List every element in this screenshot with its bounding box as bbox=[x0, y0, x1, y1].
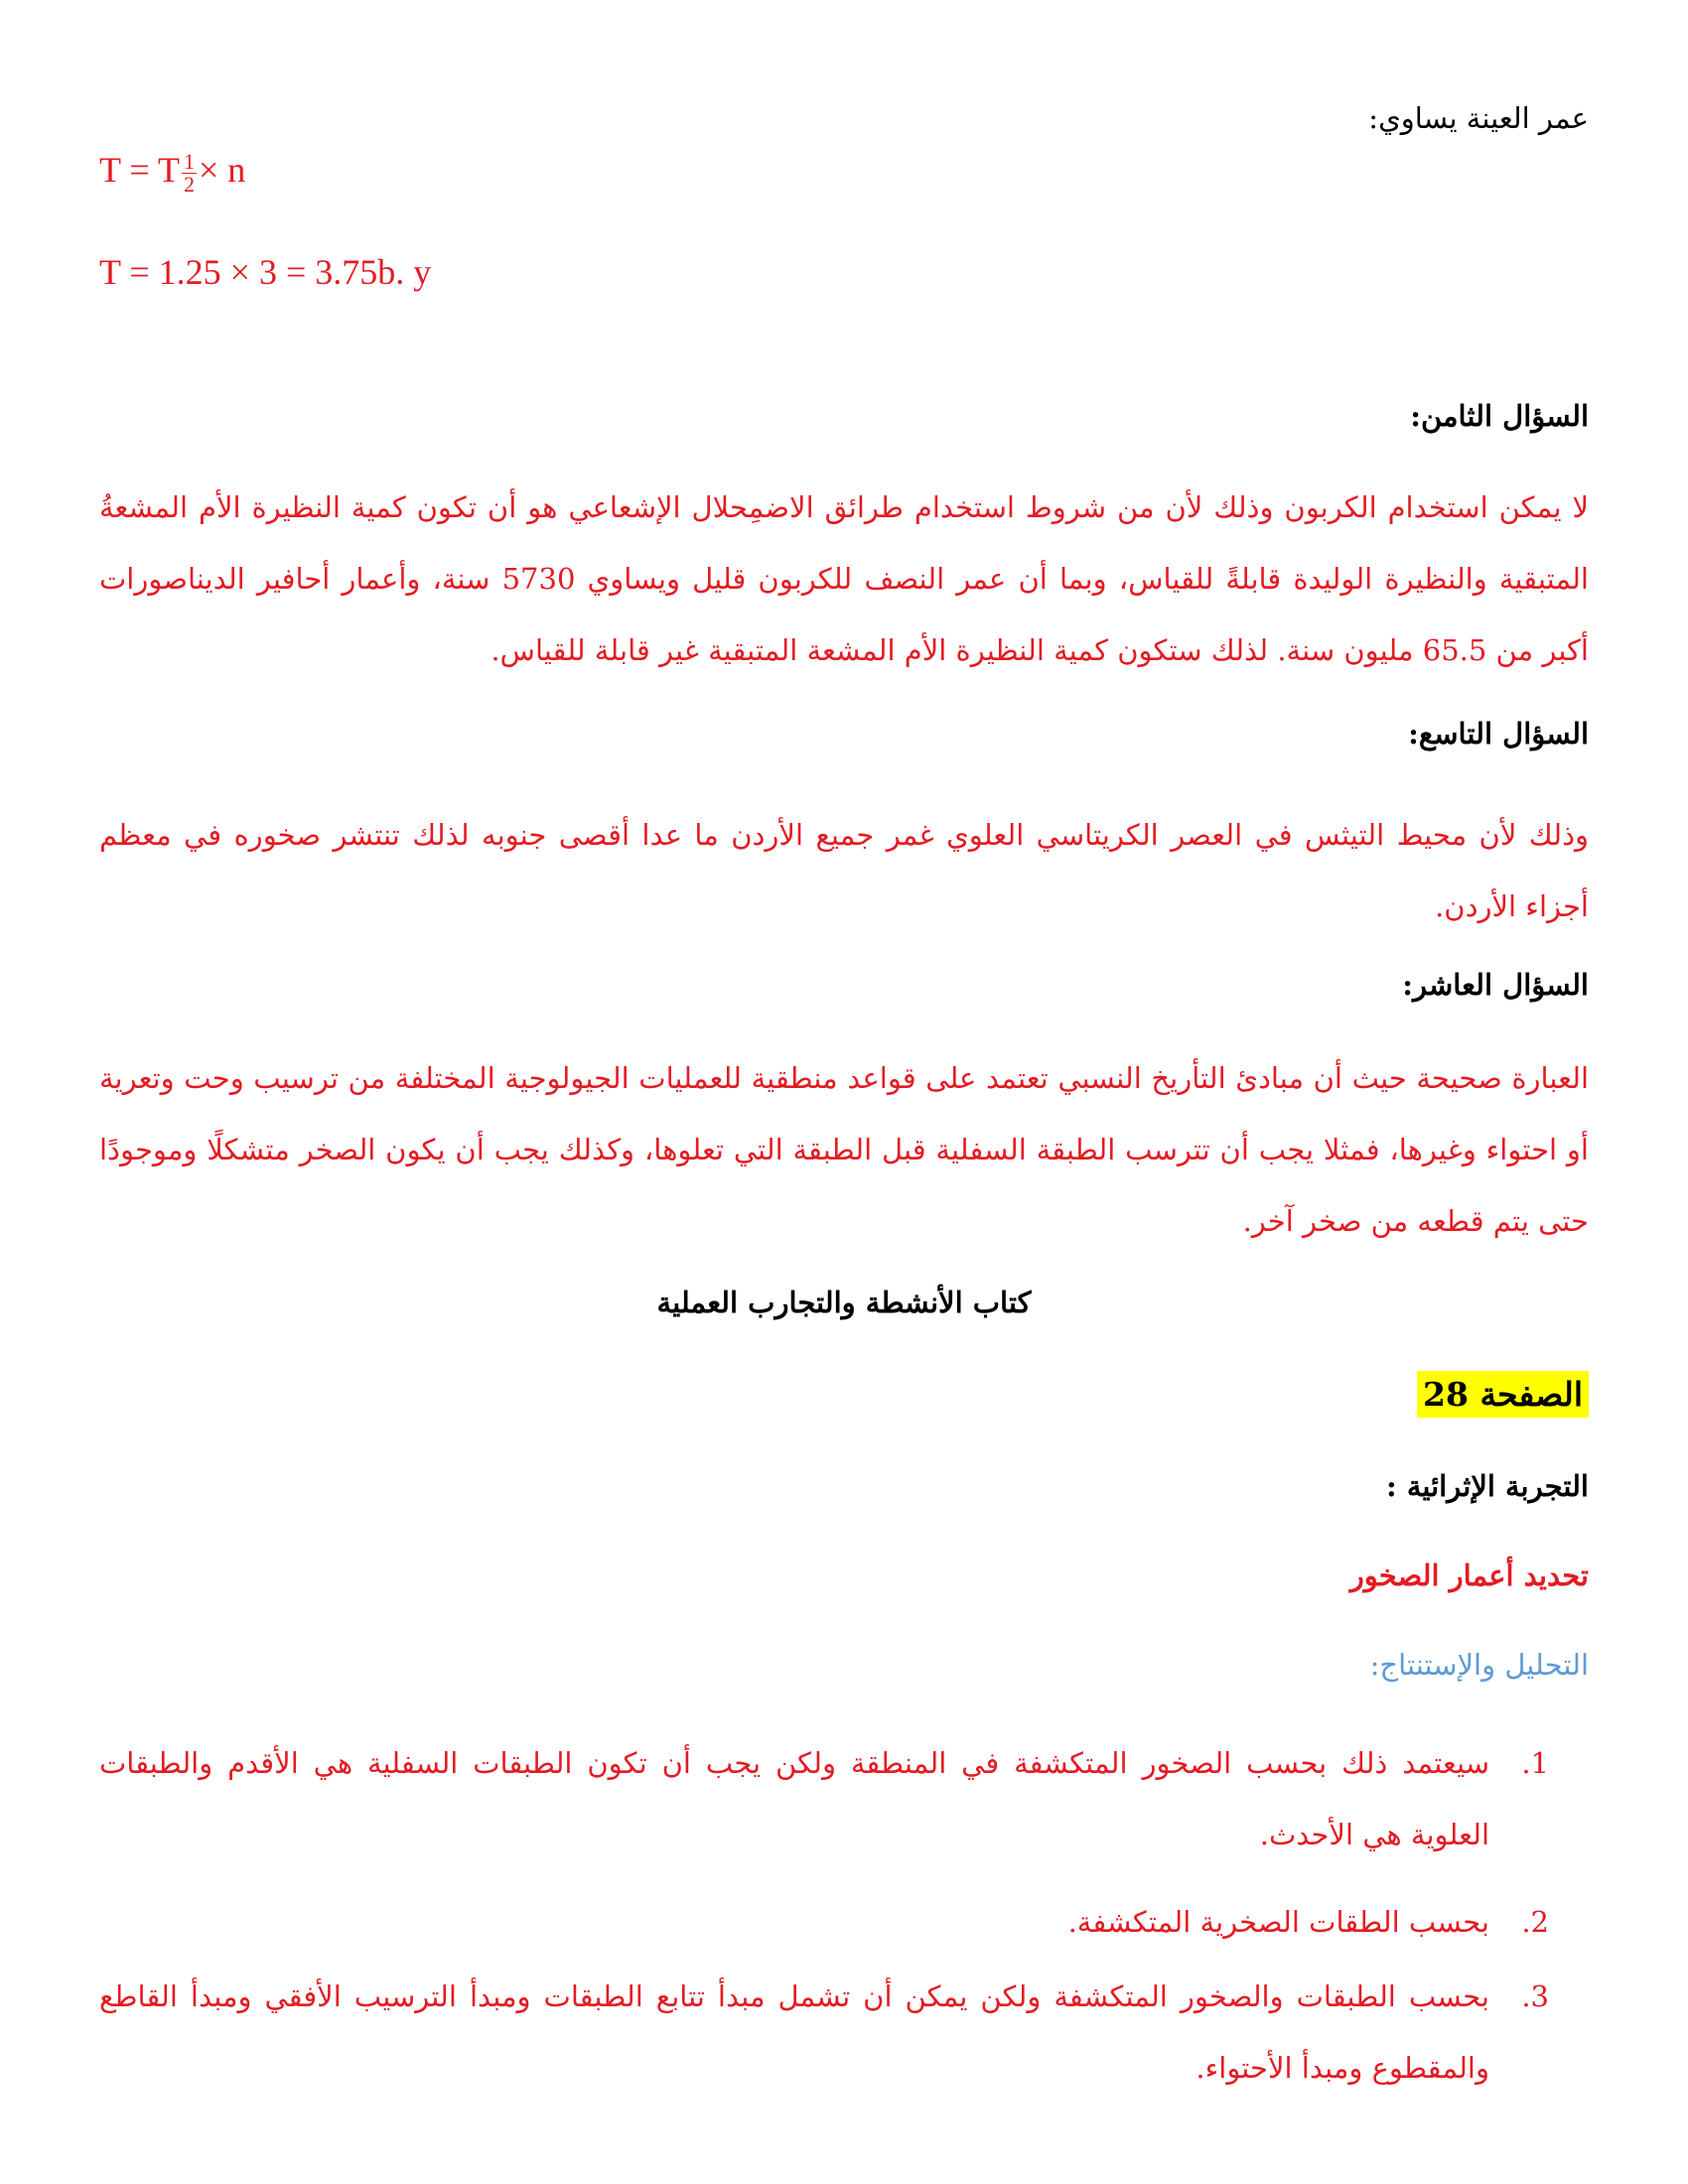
analysis-heading: التحليل والإستنتاج: bbox=[1369, 1648, 1589, 1682]
equation-half-life bbox=[99, 149, 245, 196]
q9-heading: السؤال التاسع: bbox=[1408, 717, 1589, 751]
experiment-title: تحديد أعمار الصخور bbox=[1349, 1559, 1589, 1592]
analysis-item bbox=[99, 1886, 1589, 1958]
item-text: سيعتمد ذلك بحسب الصخور المتكشفة في المنطقة ولكن يجب أن تكون الطبقات السفلية هي الأقدم والطبقات العلوية هي الأحدث. bbox=[99, 1746, 1489, 1851]
equation-lhs: T = T bbox=[99, 150, 180, 190]
q8-answer: لا يمكن استخدام الكربون وذلك لأن من شروط استخدام طرائق الاضمِحلال الإشعاعي هو أن تكون كمية النظيرة الأم المشعةُ المتبقية والنظيرة الوليدة قابلةً للقياس، وبما أن عمر النصف للكربون قليل ويساوي 5730 سنة، وأعمار أحافير الديناصورات أكبر من 65.5 مليون سنة. لذلك ستكون كمية النظيرة الأم المشعة المتبقية غير قابلة للقياس. bbox=[99, 490, 1589, 667]
item-text: بحسب الطبقات والصخور المتكشفة ولكن يمكن أن تشمل مبدأ تتابع الطبقات ومبدأ الترسيب الأفقي ومبدأ القاطع والمقطوع ومبدأ الأحتواء. bbox=[99, 1979, 1489, 2085]
q8-heading: السؤال الثامن: bbox=[1410, 399, 1589, 433]
enrichment-heading: التجربة الإثرائية : bbox=[1386, 1469, 1589, 1503]
fraction bbox=[182, 151, 197, 196]
equation-result: T = 1.25 × 3 = 3.75b. y bbox=[99, 252, 432, 292]
sample-age-label: عمر العينة يساوي: bbox=[1368, 101, 1589, 135]
q10-heading: السؤال العاشر: bbox=[1402, 968, 1589, 1002]
analysis-item bbox=[99, 1727, 1589, 1870]
q10-answer: العبارة صحيحة حيث أن مبادئ التأريخ النسبي تعتمد على قواعد منطقية للعمليات الجيولوجية المختلفة من ترسيب وحت وتعرية أو احتواء وغيرها، فمثلا يجب أن تترسب الطبقة السفلية قبل الطبقة التي تعلوها، وكذلك يجب أن يكون الصخر متشكلًا وموجودًا حتى يتم قطعه من صخر آخر. bbox=[99, 1061, 1589, 1238]
book-title: كتاب الأنشطة والتجارب العملية bbox=[656, 1286, 1032, 1319]
page-number-highlight: الصفحة 28 bbox=[1417, 1371, 1589, 1418]
fraction-numerator: 1 bbox=[183, 149, 195, 175]
fraction-denominator: 2 bbox=[183, 172, 195, 198]
item-number: 2. bbox=[1521, 1905, 1549, 1939]
page-number-label bbox=[1417, 1375, 1589, 1414]
item-number: 1. bbox=[1521, 1746, 1549, 1780]
analysis-item bbox=[99, 1961, 1589, 2104]
q9-answer: وذلك لأن محيط التيثس في العصر الكريتاسي العلوي غمر جميع الأردن ما عدا أقصى جنوبه لذلك تنتشر صخوره في معظم أجزاء الأردن. bbox=[99, 818, 1589, 923]
item-text: بحسب الطقات الصخرية المتكشفة. bbox=[1067, 1905, 1489, 1939]
equation-rhs: × n bbox=[198, 150, 246, 190]
item-number: 3. bbox=[1521, 1979, 1549, 2013]
